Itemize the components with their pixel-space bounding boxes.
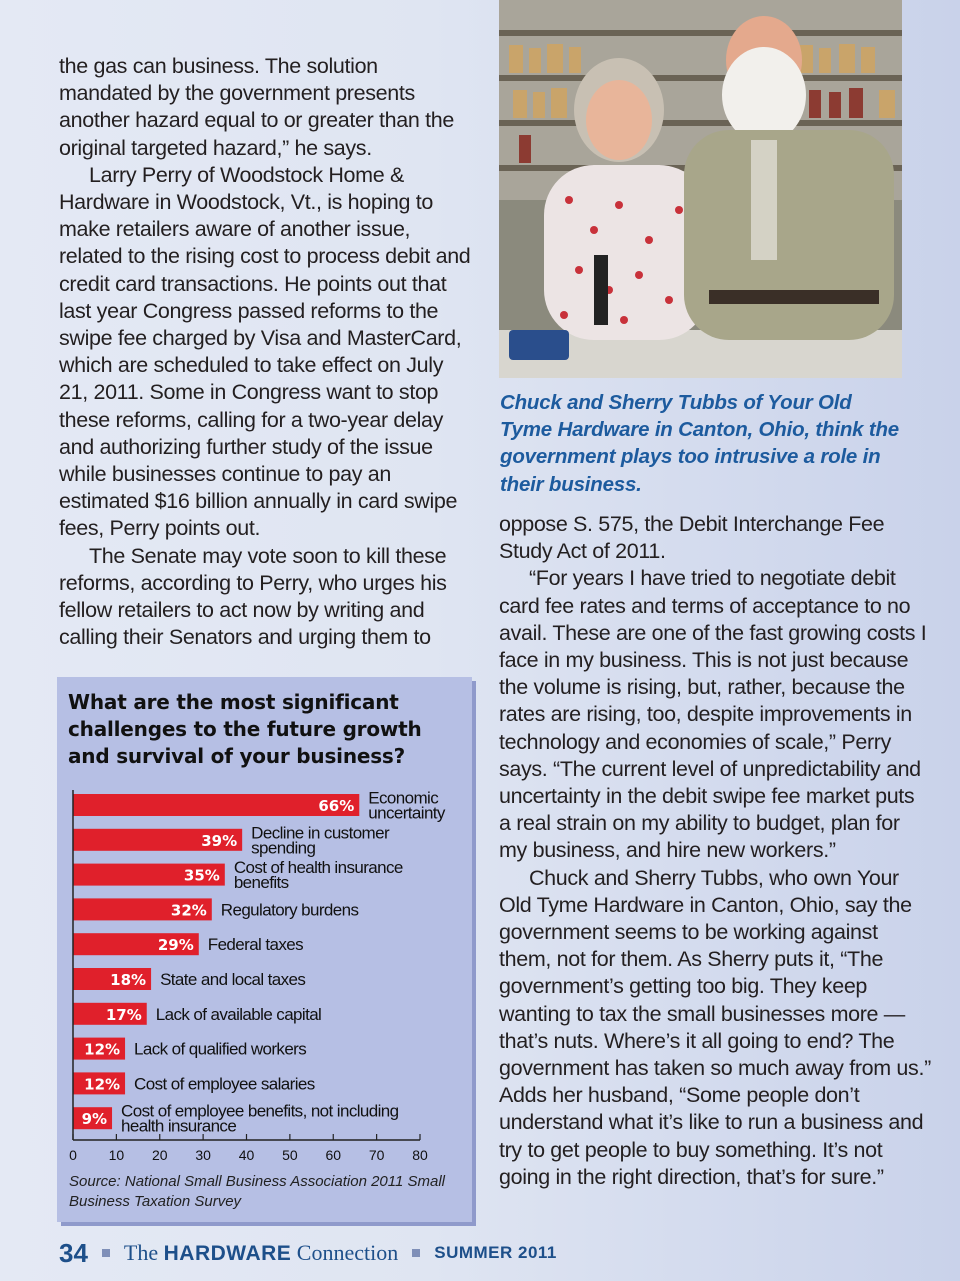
bar-category-label: uncertainty [368,803,445,823]
bar-category-label: Federal taxes [207,935,303,955]
bar-category-label: State and local taxes [160,970,306,989]
x-tick-label: 40 [238,1147,255,1163]
bar-value-label: 32% [170,901,207,920]
paragraph: Chuck and Sherry Tubbs, who own Your Old Tyme Hardware in Canton, Ohio, say the government seems to be working against them, not for them. As Sherry puts it, “The government’s getting too big. They keep wanting to tax the small businesses more — that’s nuts. Where’s it all going to end? The government has taken so much away from us.” Adds her husband, “Some people don’t understand what it’s like to run a business and try to get people to buy something. It’s not going in the right direction, that’s for sure.” [499,865,931,1189]
bar-category-label: health insurance [121,1116,237,1136]
publication-bold: HARDWARE [163,1242,292,1265]
bar-category-label: Regulatory burdens [220,900,359,920]
paragraph: “For years I have tried to negotiate debit card fee rates and terms of acceptance to no avail. These are one of the fast growing costs I face in my business. This is not just because the volume is rising, but, rather, because the rates are rising, too, despite improvements in technology and economies of scale,” Perry says. “The current level of unpredictability and uncertainty in the debit swipe fee market puts a real strain on my ability to budget, plan for my business, and hire new workers.” [499,566,927,863]
publication-name [124,1240,398,1266]
chart-title: What are the most significant challenges to the future growth and survival of your business? [68,690,422,768]
bar-category-label: Lack of available capital [155,1004,322,1024]
x-tick-label: 30 [195,1147,211,1163]
bar-value-label: 29% [157,936,194,955]
left-column [59,53,471,651]
bar-value-label: 12% [84,1040,121,1059]
x-tick-label: 80 [412,1147,428,1163]
bar-value-label: 35% [183,866,220,885]
bar-category-label: Cost of employee benefits, not including [121,1101,399,1121]
paragraph: The Senate may vote soon to kill these reforms, according to Perry, who urges his fellow retailers to act now by writing and calling their Senators and urging them to [59,543,447,650]
survey-chart-box [57,677,472,1222]
bar-value-label: 12% [84,1075,121,1094]
bar-chart [57,677,472,1222]
issue-label: SUMMER 2011 [434,1243,557,1262]
bar-category-label: Lack of qualified workers [134,1039,307,1059]
paragraph: Larry Perry of Woodstock Home & Hardware in Woodstock, Vt., is hoping to make retailers aware of another issue, related to the rising cost to process debit and credit card transactions. He points out that last year Congress passed reforms to the swipe fee charged by Visa and MasterCard, which are scheduled to take effect on July 21, 2011. Some in Congress want to stop these reforms, calling for a two-year delay and authorizing further study of the issue while businesses continue to pay an estimated $16 billion annually in card swipe fees, Perry points out. [59,162,471,541]
page-footer [59,1236,557,1270]
chart-bar [73,794,359,816]
x-tick-label: 20 [151,1147,168,1163]
bar-value-label: 18% [110,971,147,989]
bar-value-label: 66% [318,797,355,815]
bar-value-label: 9% [81,1110,108,1129]
x-tick-label: 50 [282,1147,298,1163]
bar-category-label: spending [251,838,316,858]
bar-category-label: Cost of employee salaries [134,1074,315,1094]
bar-category-label: benefits [233,873,289,893]
chart-source: Source: National Small Business Association 2011 Small Business Taxation Survey [69,1173,446,1210]
x-tick-label: 60 [325,1147,342,1163]
x-tick-label: 10 [108,1147,125,1163]
x-tick-label: 70 [368,1147,385,1163]
photo-caption: Chuck and Sherry Tubbs of Your Old Tyme Hardware in Canton, Ohio, think the government plays too intrusive a role in their business. [500,391,900,496]
bar-category-label: Economic [368,788,439,808]
store-owners-photo [499,0,902,378]
bar-value-label: 17% [105,1005,142,1024]
paragraph: oppose S. 575, the Debit Interchange Fee Study Act of 2011. [499,512,885,564]
publication-suffix: Connection [296,1240,399,1265]
paragraph: the gas can business. The solution mandated by the government presents another hazard equal to or greater than the original targeted hazard,” he says. [59,54,454,160]
page-number: 34 [59,1237,88,1268]
bar-value-label: 39% [201,831,238,850]
bar-category-label: Cost of health insurance [233,858,403,878]
x-tick-label: 0 [69,1147,77,1163]
right-column [499,511,931,1191]
bar-category-label: Decline in customer [251,823,390,843]
publication-prefix: The [123,1240,159,1265]
separator-square-icon [412,1249,420,1257]
separator-square-icon [102,1249,110,1257]
photo-illustration [499,0,902,378]
